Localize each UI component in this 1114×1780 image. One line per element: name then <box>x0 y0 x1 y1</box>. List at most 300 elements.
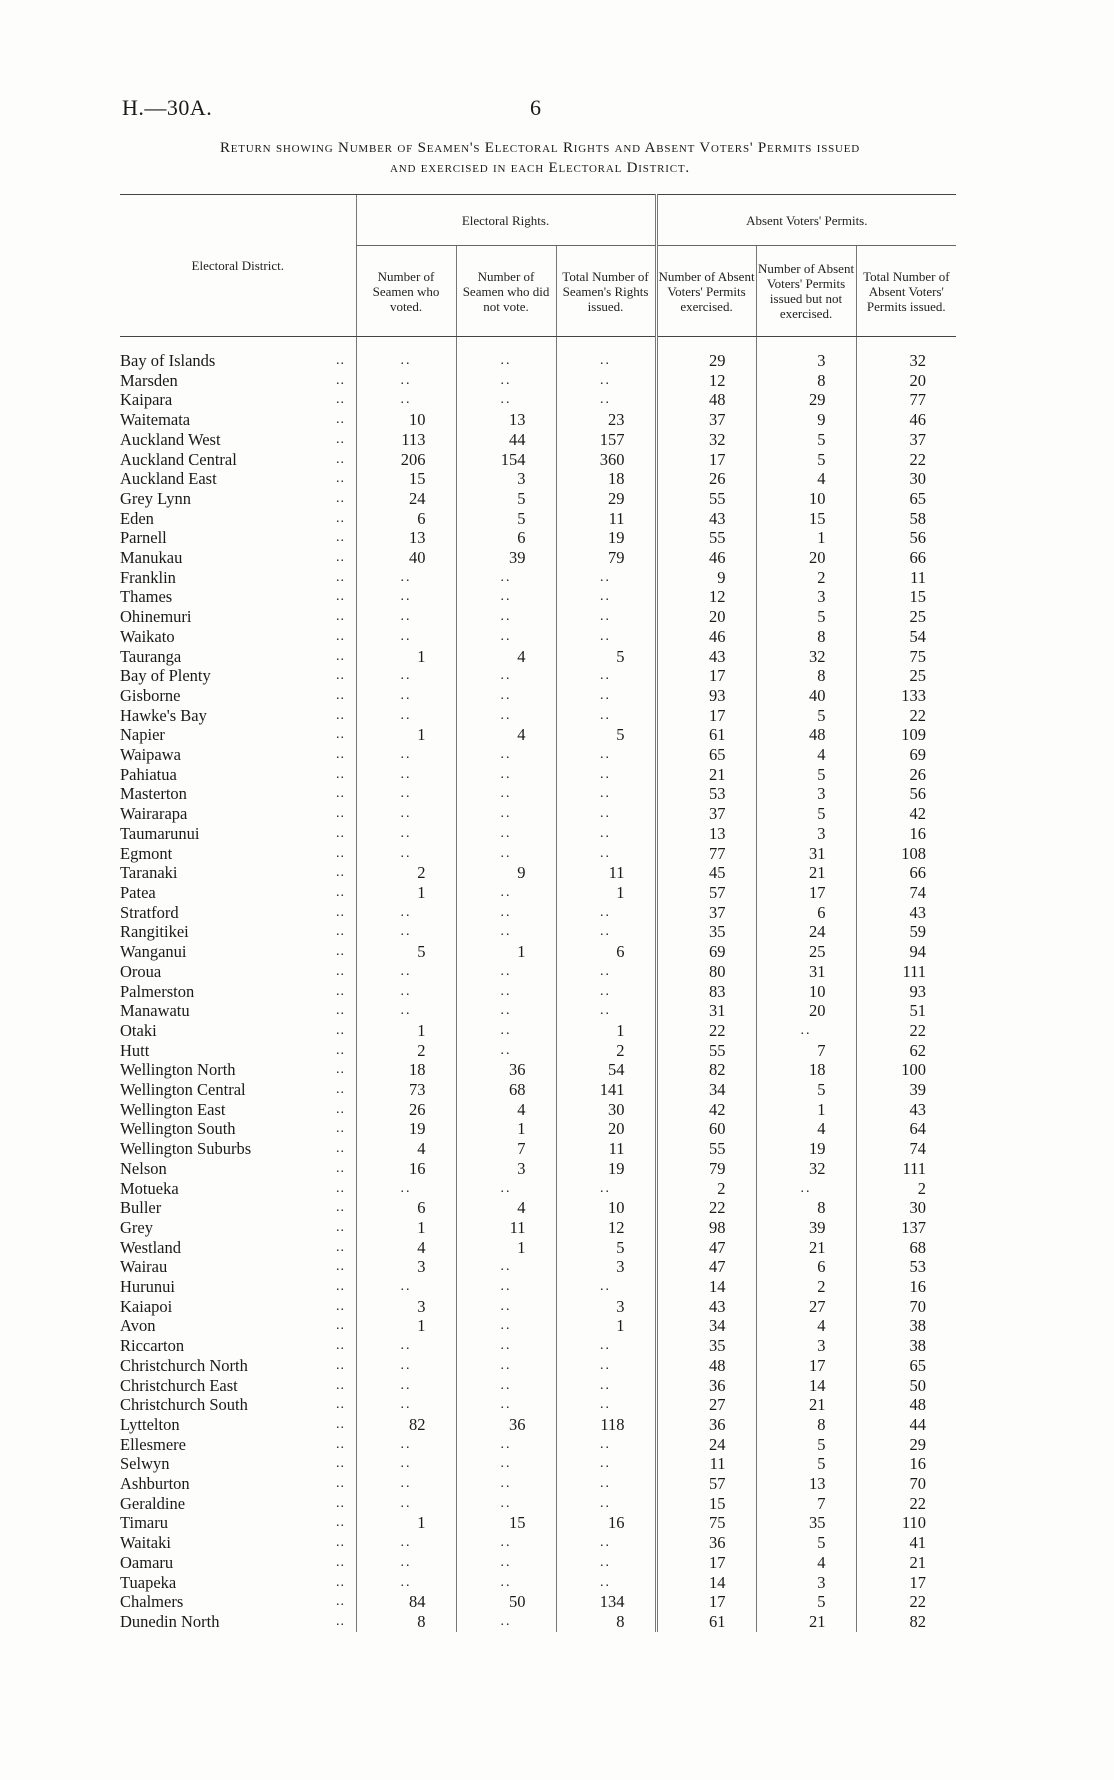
table-row <box>120 1435 956 1455</box>
permits-exercised-cell: 11 <box>656 1454 756 1474</box>
permits-exercised-cell: 55 <box>656 528 756 548</box>
permits-issued-cell: 58 <box>856 509 956 529</box>
table-row <box>120 430 956 450</box>
table-row <box>120 962 956 982</box>
permits-issued-column-header: Total Number of Absent Voters' Permits issued. <box>856 246 956 337</box>
leader-dots: .. <box>336 1377 345 1393</box>
not-voted-cell: .. <box>456 804 556 824</box>
permits-issued-cell: 69 <box>856 745 956 765</box>
seamen-rights-table <box>120 194 956 1632</box>
district-name-cell: Waitaki <box>120 1533 171 1553</box>
district-name-cell: Otaki <box>120 1020 157 1040</box>
leader-dots: .. <box>336 1003 345 1019</box>
permits-exercised-column-header: Number of Absent Voters' Permits exercised. <box>656 246 756 337</box>
permits-issued-cell: 17 <box>856 1573 956 1593</box>
permits-exercised-cell: 42 <box>656 1100 756 1120</box>
permits-exercised-cell: 17 <box>656 450 756 470</box>
permits-not-exercised-cell: 5 <box>756 1080 856 1100</box>
table-row <box>120 844 956 864</box>
permits-issued-cell: 38 <box>856 1336 956 1356</box>
table-row <box>120 1139 956 1159</box>
leader-dots: .. <box>336 924 345 940</box>
permits-not-exercised-cell: 9 <box>756 410 856 430</box>
not-voted-cell: 9 <box>456 863 556 883</box>
permits-issued-cell: 22 <box>856 1021 956 1041</box>
permits-not-exercised-cell: 5 <box>756 804 856 824</box>
rights-issued-cell: .. <box>556 607 656 627</box>
voted-cell: 1 <box>356 647 456 667</box>
table-row <box>120 1336 956 1356</box>
not-voted-cell: .. <box>456 1454 556 1474</box>
table-row <box>120 1297 956 1317</box>
rights-issued-cell: .. <box>556 568 656 588</box>
table-row <box>120 1356 956 1376</box>
voted-cell: 13 <box>356 528 456 548</box>
leader-dots: .. <box>336 1101 345 1117</box>
voted-cell: 4 <box>356 1238 456 1258</box>
table-row <box>120 1001 956 1021</box>
table-row <box>120 1080 956 1100</box>
voted-cell: 2 <box>356 863 456 883</box>
district-name-cell: Hutt <box>120 1040 150 1060</box>
leader-dots: .. <box>336 786 345 802</box>
permits-not-exercised-cell: 4 <box>756 469 856 489</box>
permits-exercised-cell: 57 <box>656 1474 756 1494</box>
voted-cell: 82 <box>356 1415 456 1435</box>
voted-cell: .. <box>356 686 456 706</box>
rights-issued-cell: .. <box>556 1454 656 1474</box>
leader-dots: .. <box>336 1219 345 1235</box>
not-voted-cell: .. <box>456 1277 556 1297</box>
rights-issued-cell: .. <box>556 765 656 785</box>
table-title: Return showing Number of Seamen's Electoral Rights and Absent Voters' Permits issued <box>219 140 861 156</box>
not-voted-cell: .. <box>456 337 556 371</box>
not-voted-cell: .. <box>456 784 556 804</box>
permits-issued-cell: 16 <box>856 824 956 844</box>
table-title-continued: and exercised in each Electoral District. <box>390 160 690 176</box>
not-voted-cell: .. <box>456 1316 556 1336</box>
leader-dots: .. <box>336 530 345 546</box>
leader-dots: .. <box>336 687 345 703</box>
permits-not-exercised-cell: 21 <box>756 1395 856 1415</box>
district-name-cell: Manukau <box>120 548 183 568</box>
permits-exercised-cell: 98 <box>656 1218 756 1238</box>
permits-exercised-cell: 37 <box>656 410 756 430</box>
table-row <box>120 686 956 706</box>
electoral-rights-group-header: Electoral Rights. <box>356 195 656 246</box>
permits-exercised-cell: 17 <box>656 1592 756 1612</box>
leader-dots: .. <box>336 1259 345 1275</box>
permits-not-exercised-cell: 5 <box>756 1592 856 1612</box>
permits-exercised-cell: 35 <box>656 922 756 942</box>
permits-issued-cell: 25 <box>856 607 956 627</box>
permits-not-exercised-cell: 8 <box>756 666 856 686</box>
permits-exercised-cell: 48 <box>656 390 756 410</box>
rights-issued-cell: .. <box>556 1395 656 1415</box>
voted-cell: 113 <box>356 430 456 450</box>
rights-issued-cell: 79 <box>556 548 656 568</box>
district-name-cell: Wellington Central <box>120 1080 246 1100</box>
leader-dots: .. <box>336 1495 345 1511</box>
permits-issued-cell: 29 <box>856 1435 956 1455</box>
permits-issued-cell: 16 <box>856 1277 956 1297</box>
rights-issued-cell: .. <box>556 1376 656 1396</box>
voted-cell: .. <box>356 666 456 686</box>
table-row <box>120 1573 956 1593</box>
voted-cell: .. <box>356 1435 456 1455</box>
voted-cell: .. <box>356 1376 456 1396</box>
district-name-cell: Pahiatua <box>120 764 177 784</box>
table-row <box>120 1494 956 1514</box>
leader-dots: .. <box>336 904 345 920</box>
voted-cell: 3 <box>356 1257 456 1277</box>
permits-not-exercised-cell: 5 <box>756 765 856 785</box>
permits-issued-cell: 39 <box>856 1080 956 1100</box>
not-voted-column-header: Number of Seamen who did not vote. <box>456 246 556 337</box>
permits-exercised-cell: 15 <box>656 1494 756 1514</box>
rights-issued-cell: .. <box>556 390 656 410</box>
permits-issued-cell: 30 <box>856 1198 956 1218</box>
rights-issued-cell: 54 <box>556 1060 656 1080</box>
rights-issued-cell: .. <box>556 706 656 726</box>
leader-dots: .. <box>336 353 345 368</box>
rights-issued-cell: 18 <box>556 469 656 489</box>
permits-exercised-cell: 29 <box>656 337 756 371</box>
leader-dots: .. <box>336 490 345 506</box>
leader-dots: .. <box>336 372 345 388</box>
leader-dots: .. <box>336 727 345 743</box>
voted-cell: .. <box>356 1179 456 1199</box>
leader-dots: .. <box>336 1476 345 1492</box>
voted-cell: 40 <box>356 548 456 568</box>
table-row <box>120 765 956 785</box>
permits-exercised-cell: 47 <box>656 1238 756 1258</box>
permits-issued-cell: 56 <box>856 784 956 804</box>
permits-issued-cell: 68 <box>856 1238 956 1258</box>
voted-cell: 8 <box>356 1612 456 1632</box>
not-voted-cell: .. <box>456 568 556 588</box>
district-name-cell: Eden <box>120 508 154 528</box>
district-name-cell: Wellington North <box>120 1060 236 1080</box>
voted-cell: .. <box>356 1001 456 1021</box>
not-voted-cell: .. <box>456 1573 556 1593</box>
table-row <box>120 863 956 883</box>
leader-dots: .. <box>336 550 345 566</box>
rights-issued-cell: 118 <box>556 1415 656 1435</box>
permits-exercised-cell: 75 <box>656 1513 756 1533</box>
permits-exercised-cell: 34 <box>656 1316 756 1336</box>
district-name-cell: Wellington East <box>120 1099 226 1119</box>
leader-dots: .. <box>336 1022 345 1038</box>
leader-dots: .. <box>336 1594 345 1610</box>
permits-not-exercised-cell: 1 <box>756 1100 856 1120</box>
table-row <box>120 1415 956 1435</box>
district-name-cell: Manawatu <box>120 1001 190 1021</box>
table-row <box>120 1592 956 1612</box>
permits-not-exercised-column-header: Number of Absent Voters' Permits issued but not exercised. <box>756 246 856 337</box>
voted-cell: .. <box>356 922 456 942</box>
permits-issued-cell: 51 <box>856 1001 956 1021</box>
leader-dots: .. <box>336 983 345 999</box>
not-voted-cell: 68 <box>456 1080 556 1100</box>
permits-not-exercised-cell: 32 <box>756 1159 856 1179</box>
rights-issued-cell: .. <box>556 1435 656 1455</box>
district-name-cell: Taranaki <box>120 863 178 883</box>
permits-issued-cell: 43 <box>856 903 956 923</box>
voted-cell: 19 <box>356 1119 456 1139</box>
rights-issued-cell: 2 <box>556 1041 656 1061</box>
permits-not-exercised-cell: 35 <box>756 1513 856 1533</box>
leader-dots: .. <box>336 865 345 881</box>
permits-exercised-cell: 61 <box>656 725 756 745</box>
district-name-cell: Stratford <box>120 902 179 922</box>
leader-dots: .. <box>336 963 345 979</box>
leader-dots: .. <box>336 392 345 408</box>
permits-issued-cell: 26 <box>856 765 956 785</box>
rights-issued-cell: .. <box>556 587 656 607</box>
permits-exercised-cell: 43 <box>656 509 756 529</box>
voted-cell: 6 <box>356 1198 456 1218</box>
permits-exercised-cell: 12 <box>656 371 756 391</box>
district-name-cell: Patea <box>120 882 156 902</box>
table-row <box>120 706 956 726</box>
rights-issued-cell: 5 <box>556 647 656 667</box>
voted-cell: 4 <box>356 1139 456 1159</box>
district-name-cell: Christchurch North <box>120 1355 248 1375</box>
rights-issued-cell: 19 <box>556 528 656 548</box>
voted-cell: .. <box>356 1553 456 1573</box>
rights-issued-cell: .. <box>556 1573 656 1593</box>
district-name-cell: Bay of Plenty <box>120 666 211 686</box>
rights-issued-cell: 3 <box>556 1257 656 1277</box>
permits-exercised-cell: 55 <box>656 1041 756 1061</box>
not-voted-cell: .. <box>456 1356 556 1376</box>
voted-cell: .. <box>356 982 456 1002</box>
permits-exercised-cell: 36 <box>656 1376 756 1396</box>
permits-issued-cell: 25 <box>856 666 956 686</box>
district-name-cell: Wellington South <box>120 1119 236 1139</box>
district-name-cell: Geraldine <box>120 1493 186 1513</box>
table-row <box>120 745 956 765</box>
leader-dots: .. <box>336 1456 345 1472</box>
table-row <box>120 489 956 509</box>
table-row <box>120 804 956 824</box>
table-row <box>120 1513 956 1533</box>
permits-not-exercised-cell: 21 <box>756 1238 856 1258</box>
permits-issued-cell: 59 <box>856 922 956 942</box>
permits-exercised-cell: 61 <box>656 1612 756 1632</box>
leader-dots: .. <box>336 766 345 782</box>
rights-issued-cell: .. <box>556 962 656 982</box>
district-name-cell: Oamaru <box>120 1552 174 1572</box>
table-row <box>120 982 956 1002</box>
permits-exercised-cell: 46 <box>656 548 756 568</box>
voted-cell: .. <box>356 627 456 647</box>
district-name-cell: Riccarton <box>120 1336 185 1356</box>
voted-cell: .. <box>356 1336 456 1356</box>
not-voted-cell: 15 <box>456 1513 556 1533</box>
not-voted-cell: 39 <box>456 548 556 568</box>
permits-not-exercised-cell: 31 <box>756 844 856 864</box>
permits-issued-cell: 56 <box>856 528 956 548</box>
district-name-cell: Chalmers <box>120 1592 184 1612</box>
district-name-cell: Waikato <box>120 626 175 646</box>
not-voted-cell: .. <box>456 922 556 942</box>
leader-dots: .. <box>336 1121 345 1137</box>
district-name-cell: Thames <box>120 587 173 607</box>
rights-issued-cell: 1 <box>556 1021 656 1041</box>
voted-cell: .. <box>356 1395 456 1415</box>
district-name-cell: Christchurch East <box>120 1375 238 1395</box>
permits-exercised-cell: 9 <box>656 568 756 588</box>
permits-exercised-cell: 31 <box>656 1001 756 1021</box>
permits-not-exercised-cell: 6 <box>756 1257 856 1277</box>
table-row <box>120 450 956 470</box>
permits-issued-cell: 100 <box>856 1060 956 1080</box>
permits-issued-cell: 77 <box>856 390 956 410</box>
permits-issued-cell: 74 <box>856 1139 956 1159</box>
permits-issued-cell: 70 <box>856 1297 956 1317</box>
district-name-cell: Marsden <box>120 370 178 390</box>
permits-issued-cell: 93 <box>856 982 956 1002</box>
permits-issued-cell: 94 <box>856 942 956 962</box>
voted-cell: .. <box>356 1573 456 1593</box>
table-row <box>120 1277 956 1297</box>
permits-exercised-cell: 20 <box>656 607 756 627</box>
voted-cell: .. <box>356 844 456 864</box>
permits-not-exercised-cell: 3 <box>756 1573 856 1593</box>
permits-exercised-cell: 47 <box>656 1257 756 1277</box>
permits-not-exercised-cell: 6 <box>756 903 856 923</box>
voted-cell: 206 <box>356 450 456 470</box>
rights-issued-cell: .. <box>556 686 656 706</box>
permits-exercised-cell: 13 <box>656 824 756 844</box>
rights-issued-cell: .. <box>556 666 656 686</box>
permits-not-exercised-cell: 17 <box>756 1356 856 1376</box>
voted-cell: 1 <box>356 883 456 903</box>
permits-exercised-cell: 55 <box>656 1139 756 1159</box>
district-name-cell: Christchurch South <box>120 1395 248 1415</box>
permits-exercised-cell: 27 <box>656 1395 756 1415</box>
table-row <box>120 548 956 568</box>
table-row <box>120 509 956 529</box>
district-name-cell: Bay of Islands <box>120 351 216 370</box>
district-name-cell: Auckland East <box>120 469 217 489</box>
permits-issued-cell: 70 <box>856 1474 956 1494</box>
district-name-cell: Tauranga <box>120 646 182 666</box>
rights-issued-cell: .. <box>556 1336 656 1356</box>
voted-cell: 1 <box>356 1218 456 1238</box>
permits-issued-cell: 75 <box>856 647 956 667</box>
permits-not-exercised-cell: 8 <box>756 1415 856 1435</box>
not-voted-cell: 3 <box>456 1159 556 1179</box>
not-voted-cell: .. <box>456 1395 556 1415</box>
permits-not-exercised-cell: 2 <box>756 568 856 588</box>
district-name-cell: Palmerston <box>120 981 195 1001</box>
district-name-cell: Taumarunui <box>120 823 200 843</box>
not-voted-cell: .. <box>456 1435 556 1455</box>
district-name-cell: Rangitikei <box>120 922 189 942</box>
permits-not-exercised-cell: 5 <box>756 1533 856 1553</box>
voted-cell: 73 <box>356 1080 456 1100</box>
district-name-cell: Ashburton <box>120 1474 190 1494</box>
rights-issued-cell: 30 <box>556 1100 656 1120</box>
permits-not-exercised-cell: 13 <box>756 1474 856 1494</box>
not-voted-cell: .. <box>456 1041 556 1061</box>
voted-cell: .. <box>356 903 456 923</box>
rights-issued-cell: .. <box>556 745 656 765</box>
table-row <box>120 666 956 686</box>
not-voted-cell: 4 <box>456 1198 556 1218</box>
not-voted-cell: .. <box>456 1179 556 1199</box>
not-voted-cell: .. <box>456 1533 556 1553</box>
leader-dots: .. <box>336 1042 345 1058</box>
permits-issued-cell: 65 <box>856 489 956 509</box>
permits-not-exercised-cell: 4 <box>756 1316 856 1336</box>
table-row <box>120 1474 956 1494</box>
permits-exercised-cell: 43 <box>656 1297 756 1317</box>
permits-exercised-cell: 83 <box>656 982 756 1002</box>
table-row <box>120 1159 956 1179</box>
leader-dots: .. <box>336 1298 345 1314</box>
district-name-cell: Waipawa <box>120 745 181 765</box>
leader-dots: .. <box>336 1160 345 1176</box>
voted-cell: 5 <box>356 942 456 962</box>
permits-not-exercised-cell: 18 <box>756 1060 856 1080</box>
voted-cell: .. <box>356 587 456 607</box>
permits-issued-cell: 46 <box>856 410 956 430</box>
permits-not-exercised-cell: 14 <box>756 1376 856 1396</box>
leader-dots: .. <box>336 1180 345 1196</box>
permits-exercised-cell: 35 <box>656 1336 756 1356</box>
district-name-cell: Buller <box>120 1198 162 1218</box>
permits-exercised-cell: 21 <box>656 765 756 785</box>
district-name-cell: Grey <box>120 1217 153 1237</box>
table-row <box>120 1316 956 1336</box>
permits-not-exercised-cell: 48 <box>756 725 856 745</box>
not-voted-cell: 36 <box>456 1415 556 1435</box>
rights-issued-cell: 10 <box>556 1198 656 1218</box>
permits-not-exercised-cell: 15 <box>756 509 856 529</box>
permits-issued-cell: 137 <box>856 1218 956 1238</box>
district-name-cell: Auckland Central <box>120 449 237 469</box>
table-row <box>120 824 956 844</box>
district-name-cell: Wairau <box>120 1257 168 1277</box>
permits-issued-cell: 65 <box>856 1356 956 1376</box>
permits-issued-cell: 22 <box>856 706 956 726</box>
leader-dots: .. <box>336 609 345 625</box>
permits-issued-cell: 54 <box>856 627 956 647</box>
permits-not-exercised-cell: 24 <box>756 922 856 942</box>
table-row <box>120 1041 956 1061</box>
district-name-cell: Selwyn <box>120 1454 170 1474</box>
district-name-cell: Parnell <box>120 528 167 548</box>
permits-issued-cell: 30 <box>856 469 956 489</box>
rights-issued-cell: 16 <box>556 1513 656 1533</box>
not-voted-cell: 3 <box>456 469 556 489</box>
table-row <box>120 469 956 489</box>
voted-cell: .. <box>356 784 456 804</box>
not-voted-cell: 1 <box>456 1238 556 1258</box>
permits-issued-cell: 44 <box>856 1415 956 1435</box>
permits-not-exercised-cell: 4 <box>756 1553 856 1573</box>
permits-not-exercised-cell: 10 <box>756 489 856 509</box>
permits-exercised-cell: 12 <box>656 587 756 607</box>
not-voted-cell: 4 <box>456 647 556 667</box>
district-name-cell: Masterton <box>120 784 187 804</box>
permits-issued-cell: 66 <box>856 863 956 883</box>
voted-cell: .. <box>356 962 456 982</box>
